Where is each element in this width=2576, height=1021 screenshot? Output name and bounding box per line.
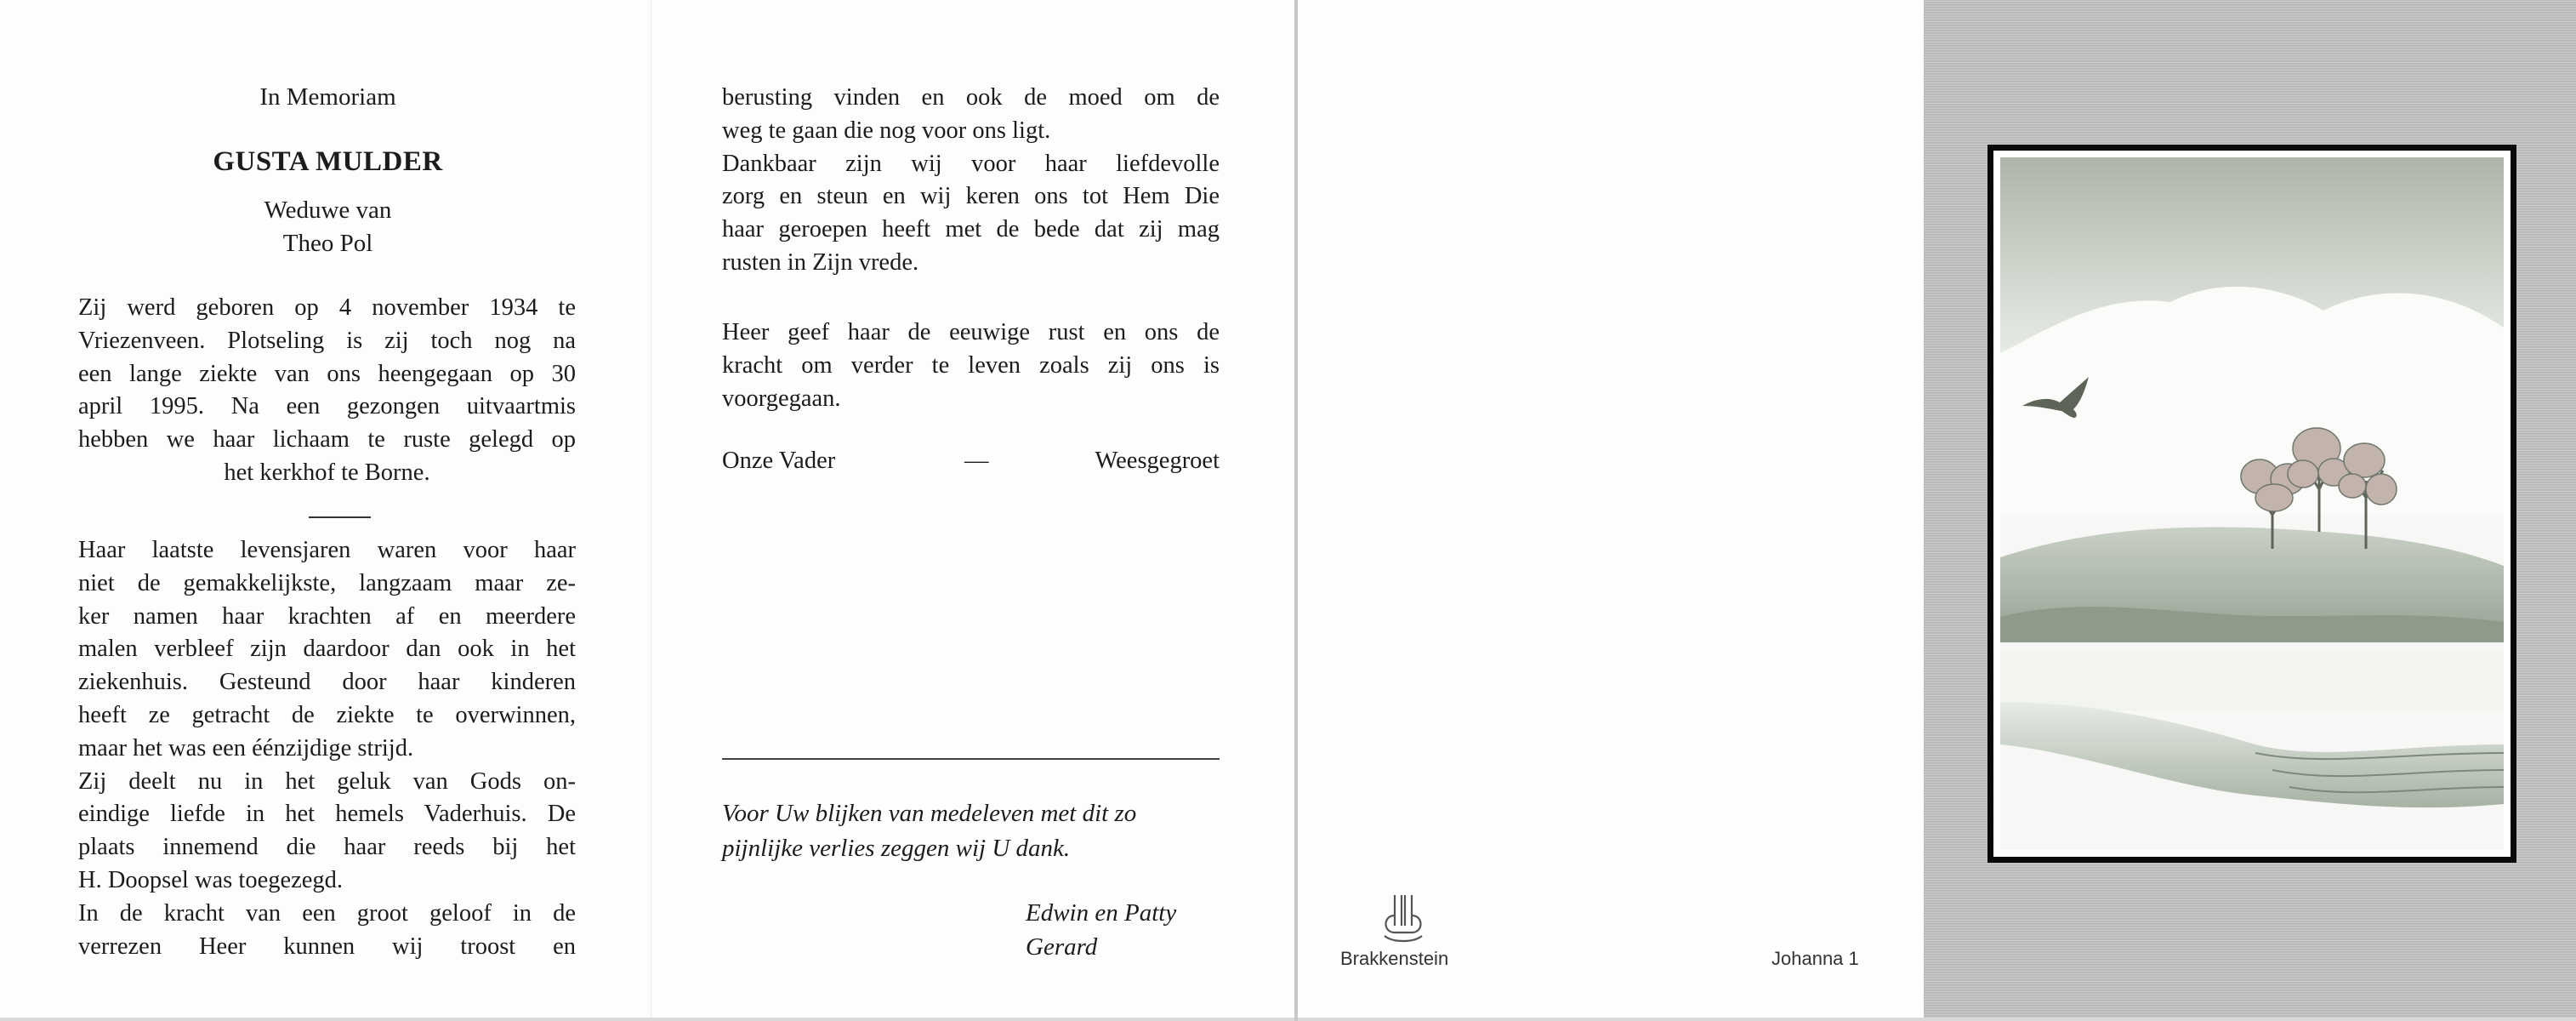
divider [309,516,371,518]
inside-left-panel [0,0,651,1018]
text-line: niet de gemakkelijkste, langzaam maar ze- [78,569,576,596]
signer: Gerard [1026,933,1098,961]
brakkenstein-logo-icon [1376,892,1430,944]
horizontal-rule [722,758,1220,760]
text-line: plaats innemend die haar reeds bij het [78,834,576,861]
text-line: berusting vinden en ook de moed om de [722,84,1220,111]
text-line: Vriezenveen. Plotseling is zij toch nog na [78,327,576,354]
prayer-dash: — [964,448,989,474]
text-line: hebben we haar lichaam te ruste gelegd op [78,426,576,453]
prayer-right: Weesgegroet [1095,448,1220,474]
text-line: Heer geef haar de eeuwige rust en ons de [722,319,1220,345]
back-panel [1298,0,1924,1018]
text-line: malen verbleef zijn daardoor dan ook in het [78,636,576,663]
text-line: voorgegaan. [722,385,841,412]
subtitle-line: Theo Pol [282,230,373,257]
subtitle [0,194,651,260]
signers [1026,896,1247,964]
text-line: een lange ziekte van ons heengegaan op 30 [78,360,576,387]
deceased-name: GUSTA MULDER [213,146,443,177]
thanks-line: Voor Uw blijken van medeleven met dit zo [722,800,1137,827]
heading: In Memoriam [259,83,396,111]
text-line: Haar laatste levensjaren waren voor haar [78,537,576,563]
picture-frame [1987,145,2516,863]
model-name: Johanna 1 [1771,948,1859,969]
thanks-line: pijnlijke verlies zeggen wij U dank. [722,835,1071,862]
text-line: ker namen haar krachten af en meerdere [78,602,576,630]
text-line: eindige liefde in het hemels Vaderhuis. De [78,801,576,828]
subtitle-line: Weduwe van [264,197,392,224]
prayers-row [722,448,1220,482]
text-line: Dankbaar zijn wij voor haar liefdevolle [722,150,1220,177]
text-line: april 1995. Na een gezongen uitvaartmis [78,393,576,420]
text-line: weg te gaan die nog voor ons ligt. [722,117,1051,144]
text-line: rusten in Zijn vrede. [722,248,919,276]
cover-panel [1924,0,2576,1018]
text-line: Zij deelt nu in het geluk van Gods on- [78,767,576,795]
text-line: In de kracht van een groot geloof in de [78,899,576,927]
thanks-text [722,796,1232,866]
prayer-left: Onze Vader [722,448,836,474]
text-line: haar geroepen heeft met de bede dat zij mag [722,216,1220,243]
publisher-name: Brakkenstein [1340,948,1449,969]
paragraph-faith [722,82,1220,280]
paragraph-prayer [722,317,1220,415]
text-line: zorg en steun en wij keren ons tot Hem Die [722,183,1220,210]
paragraph-life [78,534,576,963]
text-line: kracht om verder te leven zoals zij ons is [722,351,1220,379]
inside-right-panel [651,0,1295,1018]
text-line: Zij werd geboren op 4 november 1934 te [78,294,576,321]
text-line: ziekenhuis. Gesteund door haar kinderen [78,669,576,696]
signer: Edwin en Patty [1026,899,1177,927]
paragraph-birth [78,292,576,490]
text-line: heeft ze getracht de ziekte te overwinnen, [78,701,576,728]
text-line: verrezen Heer kunnen wij troost en [78,933,576,960]
text-line: H. Doopsel was toegezegd. [78,866,344,893]
landscape-illustration [2000,157,2504,850]
text-line: het kerkhof te Borne. [224,459,430,486]
text-line: maar het was een éénzijdige strijd. [78,734,414,761]
